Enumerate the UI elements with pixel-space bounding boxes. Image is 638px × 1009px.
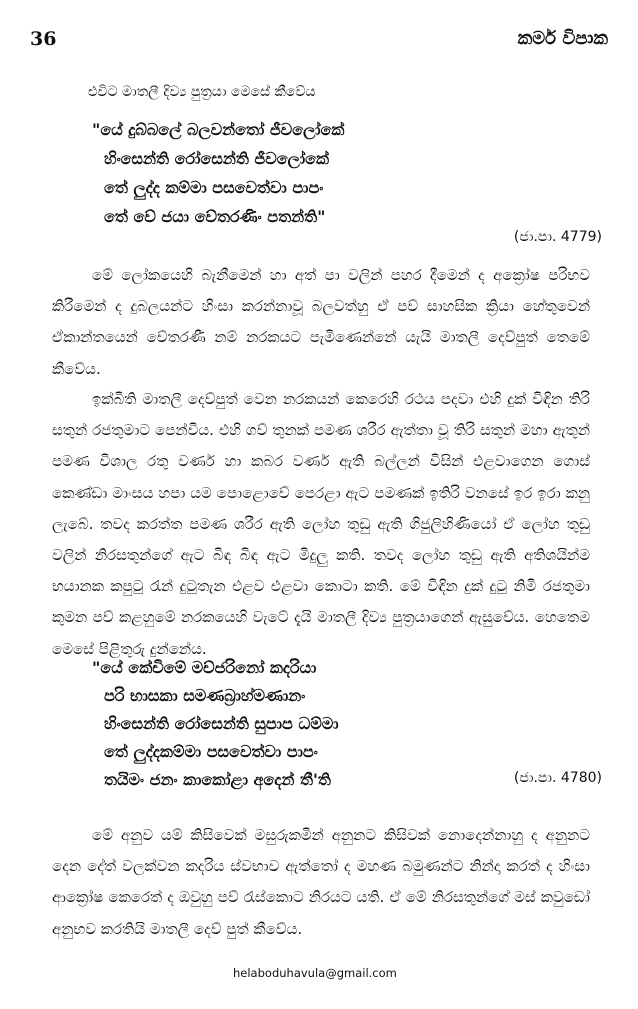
paragraph: මේ අනුව යම් කිසිවෙක් මසුරුකමින් අනුනට කිසිවක් නොදෙන්නාහු ද අනුනට දෙන දේත් වලක්වන කදරිය ස්වභාව ඇත්තෝ ද මහණ බමුණන්ට නින්දා කරත් ද හිංසා ආක්‍රෝෂ කෙරෙත් ද ඔවුහු පව් රැස්කොට නිරයට යති. ඒ මේ නිරසතුන්ගේ මස් කවුඩෝ අනුභව කරතියි මාතලී දෙව් පුත් කීවේය.: [52, 826, 590, 938]
running-title: කර්ම විපාක: [517, 28, 608, 49]
verse-line: "යේ දුබ්බලේ බලවන්තෝ ජීවලෝකේ: [92, 120, 345, 139]
verse-line: තේ ලුද්දකම්මා පසවෙත්වා පාපං: [104, 742, 318, 761]
verse-line: තේ ලුද්ද කම්මා පසවෙත්වා පාපං: [104, 178, 324, 197]
verse-line: තේ වේ ජයා වේතරණිං පතන්ති": [104, 207, 326, 226]
verse-reference: (ජා.පා. 4780): [513, 770, 602, 786]
page-header: [30, 28, 608, 56]
page-number: 36: [30, 28, 57, 50]
verse-line: පරි භාසකා සමණබ්‍රාහ්මණානං: [104, 686, 306, 705]
paragraph: මේ ලෝකයෙහි බැනීමෙන් හා අත් පා වලින් පහර දීමෙන් ද අක්‍රෝෂ පරිභව කිරීමෙන් ද දුබලයන්ට හිංසා කරන්නාවූ බලවත්හු ඒ පව් සාහසික ක්‍රියා හේතුවෙන් ඒකාන්තයෙන් වේතරණී නම් නරකයට පැමිණෙන්නේ යැයි මාතලී දෙව්පුත් තෙමේ කීවේය.: [52, 266, 590, 378]
verse-line: "යේ කේචිමේ මච්ජරිනෝ කදරියා: [92, 658, 317, 677]
verse-line: හිංසෙන්ති රෝසෙන්ති ජීවලෝකේ: [104, 149, 329, 168]
verse-line: හිංසෙන්ති රෝසෙන්ති සුපාප ධම්මා: [104, 714, 339, 733]
verse-reference: (ජා.පා. 4779): [513, 229, 602, 245]
paragraph: ඉක්බිති මාතලී දෙව්පුත් වෙන නරකයන් කෙරෙහි රථය පදවා එහි දුක් විඳින තිරි සතුන් රජතුමාට පෙන්වීය. එහි ගව් තුනක් පමණ ශරීර ඇත්තා වූ තිරි සතුන් මහා ඇතුන් පමණ විශාල රතු වර්ණ හා කබර වර්ණ ඇති බල්ලන් විසින් එළවාගෙන ගොස් කෙණ්ඩා මාංසය හපා යම පොළොවේ පෙරළා ඇට පමණක් ඉතිරි වනසේ ඉර ඉරා කනු ලැබේ. තවද කරත්ත පමණ ශරීර ඇති ලෝහ තුඩු ඇති ගිජුලිහිණියෝ ඒ ලෝහ තුඩු වලින් නිරසතුන්ගේ ඇට බිඳ බිඳ ඇට මිදුලු කති. තවද ලෝහ තුඩු ඇති අතිශයින්ම භයානක කපුටු රැන් දුටුතැන එළව එළවා කොටා කති. මේ විඳින දුක් දුටු නිමි රජතුමා කුමන පව් කළහුමේ නරකයෙහි වැටේ දැයි මාතලී දිව්‍ය පුත්‍රයාගෙන් ඇසුවේය. හෙතෙම මෙසේ පිළිතුරු දුන්නේය.: [52, 390, 590, 658]
footer-email: helaboduhavula@gmail.com: [233, 966, 397, 980]
verse-line: තයිමං ජනං කාකෝළා අදෙන් තී'ති: [104, 770, 331, 789]
intro-line: එවිට මාතලී දිව්‍ය පුත්‍රයා මෙසේ කීවේය: [88, 84, 316, 100]
